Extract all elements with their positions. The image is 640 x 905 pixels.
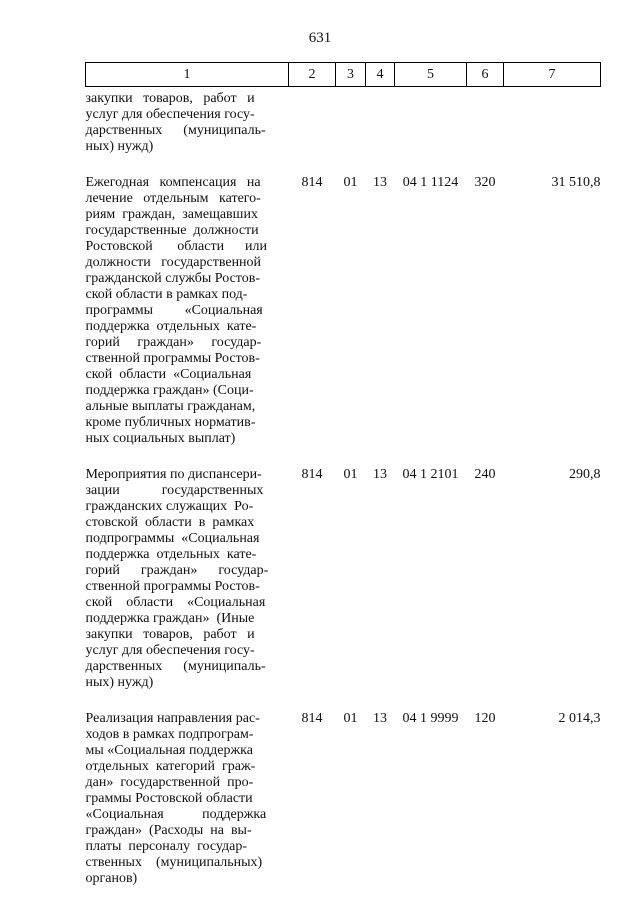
budget-table xyxy=(85,62,601,901)
header-col-4: 4 xyxy=(366,63,395,87)
row-code-expense-type: 240 xyxy=(474,467,496,482)
row-description: Ежегодная компенсация на лечение отдельным катего- риям граждан, замещавших государственные должности Ростовской области или должности государственной гражданской службы Ростов- ской области в рамках под- программы «Социальная поддержка отдельных кате- горий граждан» государ- ственной программы Ростов- ской области «Социальная поддержка граждан» (Соци- альные выплаты гражданам, кроме публичных норматив- ных социальных выплат) xyxy=(85,175,268,446)
row-description: Мероприятия по диспансери- зации государственных гражданских служащих Ро- стовской области в рамках подпрограммы «Социальная поддержка отдельных кате- горий граждан» государ- ственной программы Ростов- ской области «Социальная поддержка граждан» (Иные закупки товаров, работ и услуг для обеспечения госу- дарственных (муниципаль- ных) нужд) xyxy=(85,467,269,690)
row-description: Реализация направления рас- ходов в рамках подпрограм- мы «Социальная поддержка отдельных категорий граж- дан» государственной про- граммы Ростовской области «Социальная поддержка граждан» (Расходы на вы- платы персоналу государ- ственных (муниципальных) органов) xyxy=(85,711,267,886)
row-code-section: 01 xyxy=(343,175,358,190)
row-code-section: 01 xyxy=(343,711,358,726)
header-col-6: 6 xyxy=(467,63,504,87)
table-row xyxy=(86,87,601,170)
header-col-2: 2 xyxy=(289,63,336,87)
row-amount: 2 014,3 xyxy=(558,711,601,726)
row-code-subsection xyxy=(366,87,395,170)
header-col-1: 1 xyxy=(86,63,289,87)
row-amount: 290,8 xyxy=(569,467,601,482)
row-code-expense-type: 120 xyxy=(474,711,496,726)
row-code-subsection: 13 xyxy=(373,711,387,726)
table-row xyxy=(86,705,601,901)
row-code-target xyxy=(395,87,467,170)
row-description: закупки товаров, работ и услуг для обеспечения госу- дарственных (муниципаль- ных) нужд) xyxy=(85,91,266,154)
row-code-ministry: 814 xyxy=(301,711,323,726)
row-code-subsection: 13 xyxy=(373,175,387,190)
row-code-subsection: 13 xyxy=(373,467,387,482)
header-row xyxy=(86,63,601,87)
header-col-3: 3 xyxy=(336,63,366,87)
row-amount xyxy=(504,87,601,170)
row-code-expense-type: 320 xyxy=(474,175,496,190)
row-code-expense-type xyxy=(467,87,504,170)
row-code-ministry: 814 xyxy=(301,175,323,190)
row-code-section: 01 xyxy=(343,467,358,482)
row-code-target: 04 1 1124 xyxy=(402,175,459,190)
page-number: 631 xyxy=(308,30,332,46)
header-col-7: 7 xyxy=(504,63,601,87)
row-code-ministry xyxy=(289,87,336,170)
row-amount: 31 510,8 xyxy=(551,175,601,190)
row-code-ministry: 814 xyxy=(301,467,323,482)
table-row xyxy=(86,461,601,705)
table-row xyxy=(86,169,601,461)
header-col-5: 5 xyxy=(395,63,467,87)
row-code-target: 04 1 9999 xyxy=(402,711,459,726)
row-code-section xyxy=(336,87,366,170)
row-code-target: 04 1 2101 xyxy=(402,467,459,482)
